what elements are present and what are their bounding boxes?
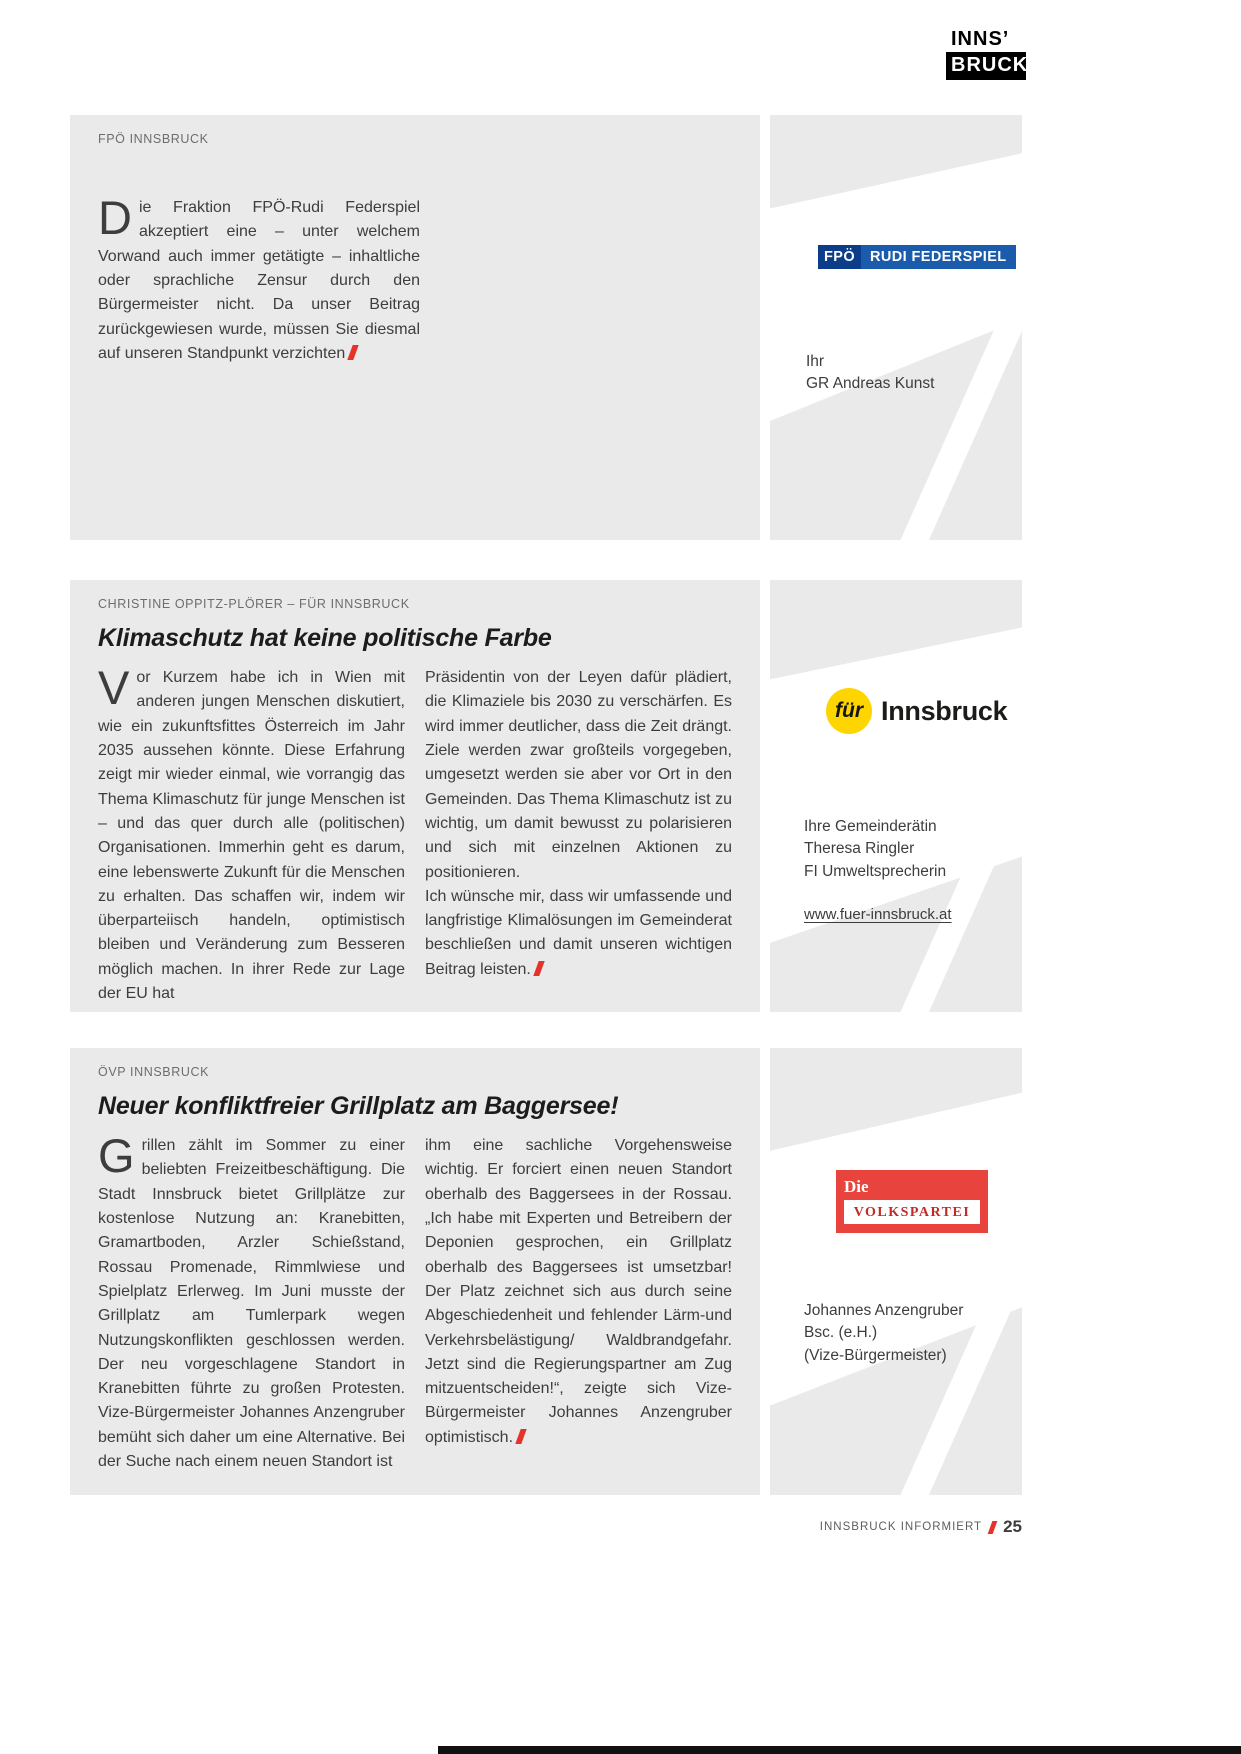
signature-line-3: (Vize-Bürgermeister) bbox=[804, 1346, 947, 1364]
sidebar-oevp bbox=[770, 1048, 1022, 1495]
red-slash-icon bbox=[533, 961, 544, 976]
fpoe-logo-short: FPÖ bbox=[818, 245, 861, 269]
signature-fpoe bbox=[806, 351, 934, 396]
sidebar-fpoe bbox=[770, 115, 1022, 540]
sidebar-fuer bbox=[770, 580, 1022, 1012]
innsbruck-city-logo bbox=[946, 27, 1029, 80]
section-fpoe-text: ie Fraktion FPÖ-Rudi Federspiel akzeptiert eine – unter welchem Vorwand auch immer getätigte – inhaltliche oder sprachliche Zensur durch den Bürgermeister nicht. Da unser Beitrag zurückgewiesen wurde, müssen Sie diesmal auf unseren Standpunkt verzichten bbox=[98, 199, 420, 362]
oevp-column-2 bbox=[425, 1134, 732, 1474]
oevp-col2-paragraph bbox=[425, 1134, 732, 1450]
oevp-column-1 bbox=[98, 1129, 405, 1474]
fuer-col2-text-2: Ich wünsche mir, dass wir umfassende und langfristige Klimalösungen im Gemeinderat beschließen und damit unseren wichtigen Beitrag leisten. bbox=[425, 887, 732, 978]
red-slash-icon bbox=[988, 1521, 998, 1534]
section-fuer-columns bbox=[98, 661, 732, 1006]
fuer-logo-wordmark: Innsbruck bbox=[881, 695, 1008, 726]
fuer-col2-paragraph-1: Präsidentin von der Leyen dafür plädiert, die Klimaziele bis 2030 zu verschärfen. Es wird immer deutlicher, dass die Zeit drängt. Ziele werden zwar großteils vorgegeben, umgesetzt werden sie aber vor Ort in den Gemeinden. Das Thema Klimaschutz ist zu wichtig, um damit bewusst zu polarisieren und sich mit einzelnen Aktionen zu positionieren. bbox=[425, 669, 732, 881]
signature-line-1: Ihr bbox=[806, 353, 825, 370]
red-slash-icon bbox=[348, 345, 359, 360]
fpoe-federspiel-logo bbox=[818, 245, 1016, 269]
signature-fuer bbox=[804, 816, 946, 883]
section-oevp bbox=[70, 1048, 760, 1495]
section-oevp-columns bbox=[98, 1129, 732, 1474]
volkspartei-logo-die: Die bbox=[844, 1177, 869, 1196]
oevp-col1-text: rillen zählt im Sommer zu einer beliebten Freizeitbeschäftigung. Die Stadt Innsbruck bietet Grillplätze zur kostenlose Nutzung an: Kranebitten, Gramartboden, Arzler Schießstand, Rossau Promenade, Rimmlwiese und Spielplatz Erlerweg. Im Juni musste der Grillplatz am Tumlerpark wegen Nutzungskonflikten geschlossen werden. Der neu vorgeschlagene Standort in Kranebitten führte zu großen Protesten. Vize-Bürgermeister Johannes Anzengruber bemüht sich daher um eine Alternative. Bei der Suche nach einem neuen Standort ist bbox=[98, 1137, 405, 1471]
innsbruck-logo-line2: BRUCK bbox=[946, 52, 1026, 80]
bottom-edge-bar bbox=[438, 1746, 1241, 1754]
section-fuer-innsbruck bbox=[70, 580, 760, 1012]
volkspartei-logo bbox=[836, 1170, 988, 1233]
fpoe-logo-name: RUDI FEDERSPIEL bbox=[861, 245, 1016, 269]
fuer-yellow-circle: für bbox=[826, 688, 872, 734]
dropcap-v: V bbox=[98, 661, 130, 714]
dropcap-d: D bbox=[98, 191, 132, 244]
section-fpoe-body bbox=[98, 191, 420, 366]
signature-oevp bbox=[804, 1300, 963, 1367]
volkspartei-logo-band bbox=[844, 1200, 980, 1224]
red-slash-icon bbox=[515, 1429, 526, 1444]
magazine-name: INNSBRUCK INFORMIERT bbox=[819, 1521, 983, 1533]
oevp-col2-text: ihm eine sachliche Vorgehensweise wichtig. Er forciert einen neuen Standort oberhalb des Baggersees in der Rossau. „Ich habe mit Experten und Betreibern der Deponien gesprochen, ein Grillplatz oberhalb des Baggersees ist umsetzbar! Der Platz zeichnet sich aus durch seine Abgeschiedenheit und fehlender Lärm-und Verkehrsbelästigung/ Waldbrandgefahr. Jetzt sind die Regierungspartner am Zug mitzuentscheiden!“, zeigte sich Vize-Bürgermeister Johannes Anzengruber optimistisch. bbox=[425, 1137, 732, 1446]
innsbruck-logo-line1: INNS’ bbox=[951, 28, 1010, 50]
fuer-col1-text: or Kurzem habe ich in Wien mit anderen jungen Menschen diskutiert, wie ein zukunftsfittes Österreich im Jahr 2035 aussehen könnte. Diese Erfahrung zeigt mir wieder einmal, wie vorrangig das Thema Klimaschutz für junge Menschen ist – und das quer durch alle (politischen) Organisationen. Immerhin geht es darum, eine lebenswerte Zukunft für die Menschen zu erhalten. Das schaffen wir, indem wir überparteiisch handeln, optimistisch bleiben und Veränderung zum Besseren möglich machen. In ihrer Rede zur Lage der EU hat bbox=[98, 669, 405, 1003]
dropcap-g: G bbox=[98, 1129, 135, 1182]
section-fpoe-kicker: FPÖ INNSBRUCK bbox=[98, 132, 209, 146]
fuer-column-1 bbox=[98, 661, 405, 1006]
page-number: 25 bbox=[1003, 1517, 1022, 1536]
fuer-col2-paragraph-2 bbox=[425, 885, 732, 982]
signature-line-2: GR Andreas Kunst bbox=[806, 375, 935, 393]
signature-line-1: Ihre Gemeinderätin bbox=[804, 818, 937, 835]
fuer-innsbruck-link[interactable]: www.fuer-innsbruck.at bbox=[804, 906, 952, 923]
signature-line-3: FI Umweltsprecherin bbox=[804, 862, 947, 880]
signature-line-2: Bsc. (e.H.) bbox=[804, 1324, 878, 1342]
section-fpoe bbox=[70, 115, 760, 540]
page-footer bbox=[820, 1517, 1022, 1537]
section-fuer-kicker: CHRISTINE OPPITZ-PLÖRER – FÜR INNSBRUCK bbox=[98, 597, 410, 611]
signature-line-1: Johannes Anzengruber bbox=[804, 1302, 964, 1319]
fuer-innsbruck-logo bbox=[826, 688, 1007, 734]
volkspartei-logo-wordmark: VOLKSPARTEI bbox=[853, 1205, 971, 1220]
section-fuer-headline: Klimaschutz hat keine politische Farbe bbox=[98, 624, 552, 652]
section-oevp-headline: Neuer konfliktfreier Grillplatz am Baggersee! bbox=[98, 1092, 619, 1120]
signature-line-2: Theresa Ringler bbox=[804, 840, 915, 858]
fuer-column-2 bbox=[425, 666, 732, 1006]
section-oevp-kicker: ÖVP INNSBRUCK bbox=[98, 1065, 210, 1079]
